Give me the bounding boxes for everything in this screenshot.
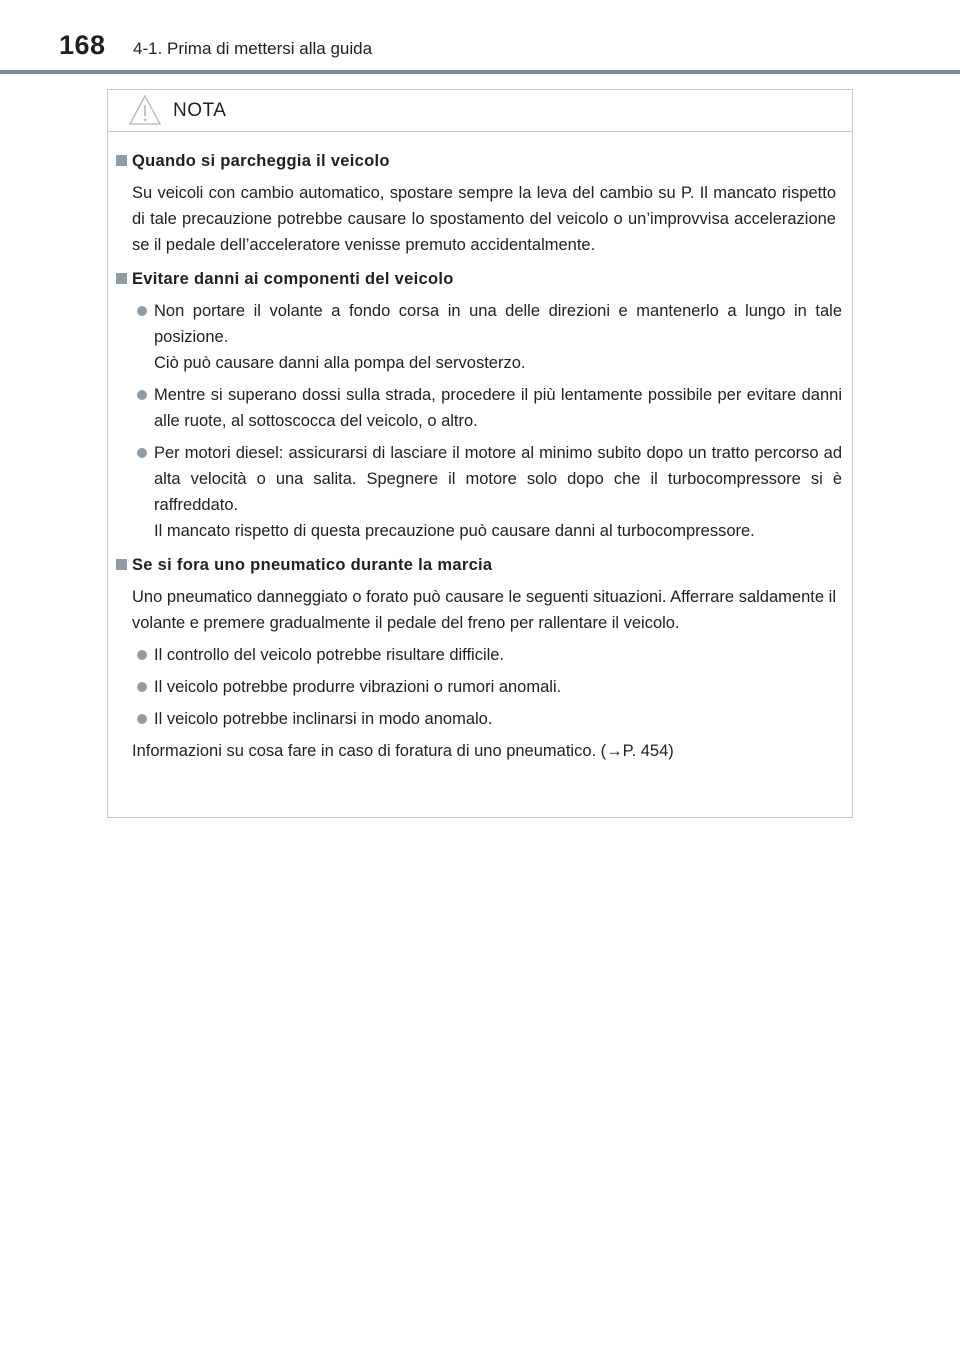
square-bullet-icon [116, 559, 127, 570]
warning-triangle-icon [128, 94, 162, 126]
list-item-text: Non portare il volante a fondo corsa in una delle direzioni e mantenerlo a lungo in tale posizione. [154, 302, 842, 346]
page-number: 168 [59, 30, 106, 60]
header-rule [0, 70, 960, 74]
note-title: NOTA [173, 100, 227, 121]
section-heading [108, 148, 852, 174]
list-item-text: Il veicolo potrebbe inclinarsi in modo anomalo. [154, 710, 493, 728]
section-heading-text: Quando si parcheggia il veicolo [132, 152, 390, 170]
section-paragraph: Uno pneumatico danneggiato o forato può causare le seguenti situazioni. Afferrare saldamente il volante e premere gradualmente il pedale del freno per rallentare il veicolo. [132, 588, 836, 632]
list-item-text: Ciò può causare danni alla pompa del servosterzo. [154, 354, 526, 372]
list-item [108, 642, 852, 668]
list-item [108, 298, 852, 376]
list-item-text: Per motori diesel: assicurarsi di lasciare il motore al minimo subito dopo un tratto percorso ad alta velocità o una salita. Spegnere il motore solo dopo che il turbocompressore si è raffreddato. [154, 444, 842, 514]
square-bullet-icon [116, 155, 127, 166]
list-item [108, 674, 852, 700]
section-heading-text: Evitare danni ai componenti del veicolo [132, 270, 454, 288]
list-item [108, 706, 852, 732]
list-item-text: Il mancato rispetto di questa precauzione può causare danni al turbocompressore. [154, 522, 755, 540]
circle-bullet-icon [137, 714, 147, 724]
circle-bullet-icon [137, 390, 147, 400]
note-header [108, 90, 852, 132]
list-item-text: Il controllo del veicolo potrebbe risultare difficile. [154, 646, 505, 664]
square-bullet-icon [116, 273, 127, 284]
circle-bullet-icon [137, 682, 147, 692]
list-item-text: Il veicolo potrebbe produrre vibrazioni o rumori anomali. [154, 678, 562, 696]
page-header [0, 0, 960, 76]
section-heading-text: Se si fora uno pneumatico durante la marcia [132, 556, 493, 574]
list-item [108, 440, 852, 544]
note-box [107, 89, 853, 818]
section-damage [108, 266, 852, 544]
section-flat-tire [108, 552, 852, 764]
section-footer-reference: Informazioni su cosa fare in caso di foratura di uno pneumatico. (→P. 454) [132, 742, 674, 760]
list-item-text: Mentre si superano dossi sulla strada, procedere il più lentamente possibile per evitare danni alle ruote, al sottoscocca del veicolo, o altro. [154, 386, 842, 430]
section-heading [108, 552, 852, 578]
section-heading [108, 266, 852, 292]
list-item [108, 382, 852, 434]
section-title: 4-1. Prima di mettersi alla guida [133, 39, 373, 58]
section-parking [108, 148, 852, 258]
circle-bullet-icon [137, 650, 147, 660]
circle-bullet-icon [137, 448, 147, 458]
section-paragraph: Su veicoli con cambio automatico, spostare sempre la leva del cambio su P. Il mancato rispetto di tale precauzione potrebbe causare lo spostamento del veicolo o un’improvvisa accelerazione se il pedale dell’acceleratore venisse premuto accidentalmente. [132, 184, 836, 254]
note-content [108, 148, 852, 764]
circle-bullet-icon [137, 306, 147, 316]
